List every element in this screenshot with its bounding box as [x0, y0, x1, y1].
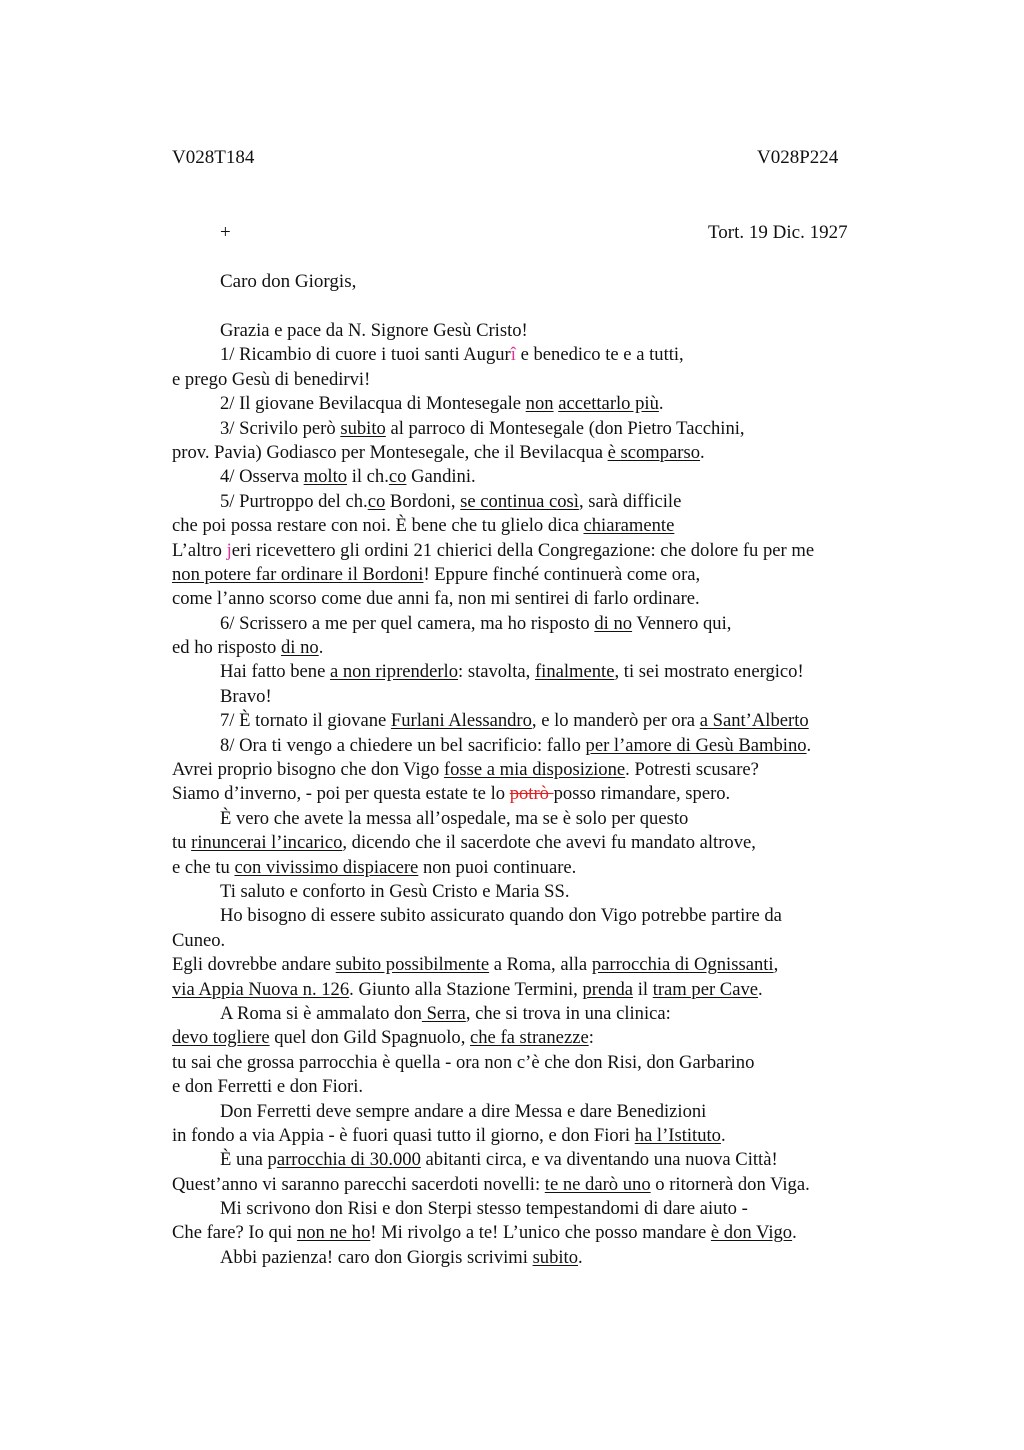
- letter-line: [172, 1124, 932, 1148]
- text-segment: .: [700, 441, 705, 463]
- text-segment: il: [633, 978, 653, 1000]
- letter-line: [172, 953, 932, 977]
- text-segment: , e lo manderò per ora: [531, 710, 700, 732]
- letter-date: Tort. 19 Dic. 1927: [708, 222, 848, 243]
- text-segment: tu: [172, 832, 192, 854]
- text-segment: Vennero qui,: [632, 612, 732, 634]
- letter-line: [172, 807, 932, 831]
- underlined-text: fosse a mia disposizione: [443, 759, 626, 781]
- text-segment: 7/ È tornato il giovane: [220, 710, 391, 732]
- letter-line: [172, 539, 932, 563]
- underlined-text: tram per Cave: [652, 978, 759, 1000]
- letter-line: [172, 465, 932, 489]
- text-segment: Abbi pazienza! caro don Giorgis scrivimi: [220, 1246, 533, 1268]
- text-segment: È vero che avete la messa all’ospedale, ma se è solo per questo: [220, 807, 689, 829]
- letter-line: [172, 1148, 932, 1172]
- underlined-text: ha l’Istituto: [634, 1124, 721, 1146]
- text-segment: 6/ Scrissero a me per quel camera, ma ho risposto: [220, 612, 595, 634]
- letter-line: [172, 929, 932, 953]
- letter-line: [172, 319, 932, 343]
- text-segment: Avrei proprio bisogno che don Vigo: [172, 759, 444, 781]
- underlined-text: finalmente: [534, 661, 615, 683]
- text-segment: Gandini.: [406, 466, 476, 488]
- underlined-text: che fa stranezze: [470, 1027, 589, 1049]
- letter-line: [172, 417, 932, 441]
- letter-line: [172, 1002, 932, 1026]
- text-segment: posso rimandare, spero.: [553, 783, 731, 805]
- letter-line: [172, 1075, 932, 1099]
- text-segment: 1/ Ricambio di cuore i tuoi santi Augur: [220, 344, 511, 366]
- letter-line: [172, 636, 932, 660]
- text-segment: L’altro: [172, 539, 227, 561]
- text-segment: che poi possa restare con noi. È bene che tu glielo dica: [172, 515, 584, 537]
- letter-line: [172, 343, 932, 367]
- underlined-text: a Sant’Alberto: [699, 710, 809, 732]
- letter-line: [172, 563, 932, 587]
- letter-line: [172, 782, 932, 806]
- underlined-text: Furlani Alessandro: [390, 710, 532, 732]
- letter-line: [172, 612, 932, 636]
- underlined-text: via Appia Nuova n. 126: [172, 978, 350, 1000]
- letter-line: [172, 856, 932, 880]
- text-segment: e don Ferretti e don Fiori.: [172, 1076, 364, 1098]
- text-segment: e prego Gesù di benedirvi!: [172, 368, 371, 390]
- letter-line: [172, 1026, 932, 1050]
- text-segment: A Roma si è ammalato don: [220, 1002, 422, 1024]
- underlined-text: se continua così: [460, 490, 579, 512]
- underlined-text: a non riprenderlo: [329, 661, 459, 683]
- text-segment: Quest’anno vi saranno parecchi sacerdoti novelli:: [172, 1173, 545, 1195]
- text-segment: a Roma, alla: [489, 954, 592, 976]
- underlined-text: parrocchia di Ognissanti: [591, 954, 774, 976]
- underlined-text: di no: [594, 612, 633, 634]
- text-segment: , che si trova in una clinica:: [465, 1002, 671, 1024]
- underlined-text: co: [367, 490, 386, 512]
- text-segment: quel don Gild Spagnuolo,: [269, 1027, 470, 1049]
- underlined-text: non potere far ordinare il Bordoni: [172, 563, 424, 585]
- underlined-text: di no: [280, 637, 319, 659]
- letter-line: [172, 758, 932, 782]
- text-segment: .: [758, 978, 763, 1000]
- underlined-text: con vivissimo dispiacere: [234, 856, 419, 878]
- text-segment: ! Mi rivolgo a te! L’unico che posso mandare: [370, 1222, 711, 1244]
- underlined-text: rinuncerai l’incarico: [191, 832, 343, 854]
- text-segment: Cuneo.: [172, 929, 226, 951]
- text-segment: Bravo!: [220, 685, 272, 707]
- text-segment: : stavolta,: [458, 661, 535, 683]
- underlined-text: prenda: [582, 978, 634, 1000]
- text-segment: .: [792, 1222, 797, 1244]
- text-segment: 3/ Scrivilo però: [220, 417, 341, 439]
- letter-line: [172, 441, 932, 465]
- text-segment: È una p: [220, 1149, 277, 1171]
- underlined-text: subito possibilmente: [335, 954, 490, 976]
- text-segment: Egli dovrebbe andare: [172, 954, 336, 976]
- letter-line: [172, 587, 932, 611]
- underlined-text: è don Vigo: [710, 1222, 793, 1244]
- text-segment: Ti saluto e conforto in Gesù Cristo e Maria SS.: [220, 880, 570, 902]
- letter-line: [172, 904, 932, 928]
- text-segment: o ritornerà don Viga.: [650, 1173, 810, 1195]
- letter-line: [172, 685, 932, 709]
- text-segment: prov. Pavia) Godiasco per Montesegale, che il Bevilacqua: [172, 441, 608, 463]
- letter-line: [172, 1100, 932, 1124]
- text-segment: .: [578, 1246, 583, 1268]
- text-segment: :: [588, 1027, 594, 1049]
- letter-line: [172, 1051, 932, 1075]
- letter-line: [172, 1246, 932, 1270]
- highlighted-character: j: [226, 539, 232, 561]
- text-segment: .: [658, 393, 664, 415]
- text-segment: abitanti circa, e va diventando una nuova Città!: [420, 1149, 778, 1171]
- underlined-text: Serra: [421, 1002, 466, 1024]
- text-segment: 5/ Purtroppo del ch.: [220, 490, 368, 512]
- letter-line: [172, 978, 932, 1002]
- text-segment: , ti sei mostrato energico!: [614, 661, 804, 683]
- underlined-text: chiaramente: [583, 515, 675, 537]
- document-code-right: V028P224: [757, 147, 839, 168]
- underlined-text: devo togliere: [172, 1027, 270, 1049]
- letter-line: [172, 368, 932, 392]
- underlined-text: non ne ho: [296, 1222, 371, 1244]
- underlined-text: subito: [532, 1246, 579, 1268]
- text-segment: ! Eppure finché continuerà come ora,: [423, 563, 701, 585]
- letter-line: [172, 392, 932, 416]
- document-code-left: V028T184: [172, 147, 255, 168]
- letter-line: [172, 1173, 932, 1197]
- underlined-text: non: [525, 393, 554, 415]
- letter-line: [172, 831, 932, 855]
- text-segment: , dicendo che il sacerdote che avevi fu mandato altrove,: [342, 832, 756, 854]
- letter-line: [172, 1197, 932, 1221]
- cross-mark: +: [220, 222, 231, 243]
- text-segment: .: [318, 637, 324, 659]
- letter-line: [172, 660, 932, 684]
- text-segment: come l’anno scorso come due anni fa, non mi sentirei di farlo ordinare.: [172, 588, 700, 610]
- underlined-text: co: [388, 466, 407, 488]
- text-segment: ed ho risposto: [172, 637, 281, 659]
- text-segment: al parroco di Montesegale (don Pietro Tacchini,: [385, 417, 745, 439]
- text-segment: Hai fatto bene: [220, 661, 330, 683]
- text-segment: 8/ Ora ti vengo a chiedere un bel sacrificio: fallo: [220, 734, 586, 756]
- text-segment: in fondo a via Appia - è fuori quasi tutto il giorno, e don Fiori: [172, 1124, 635, 1146]
- letter-line: [172, 709, 932, 733]
- letter-line: [172, 880, 932, 904]
- underlined-text: molto: [303, 466, 348, 488]
- deleted-text: potrò: [509, 783, 554, 805]
- text-segment: Ho bisogno di essere subito assicurato quando don Vigo potrebbe partire da: [220, 905, 782, 927]
- text-segment: eri ricevettero gli ordini 21 chierici della Congregazione: che dolore fu per me: [231, 539, 815, 561]
- text-segment: . Giunto alla Stazione Termini,: [349, 978, 583, 1000]
- text-segment: il ch.: [347, 466, 389, 488]
- letter-line: [172, 1221, 932, 1245]
- text-segment: non puoi continuare.: [418, 856, 577, 878]
- text-segment: e che tu: [172, 856, 235, 878]
- salutation: Caro don Giorgis,: [220, 271, 357, 292]
- text-segment: .: [720, 1124, 726, 1146]
- letter-line: [172, 514, 932, 538]
- text-segment: , sarà difficile: [578, 490, 682, 512]
- highlighted-character: î: [510, 344, 516, 366]
- underlined-text: arrocchia di 30.000: [276, 1149, 421, 1171]
- text-segment: Bordoni,: [385, 490, 461, 512]
- text-segment: Che fare? Io qui: [172, 1222, 297, 1244]
- text-segment: .: [806, 734, 812, 756]
- underlined-text: accettarlo più: [558, 393, 659, 415]
- text-segment: Siamo d’inverno, - poi per questa estate te lo: [172, 783, 510, 805]
- text-segment: Mi scrivono don Risi e don Sterpi stesso tempestandomi di dare aiuto -: [220, 1198, 748, 1220]
- text-segment: Don Ferretti deve sempre andare a dire Messa e dare Benedizioni: [220, 1100, 707, 1122]
- text-segment: 2/ Il giovane Bevilacqua di Montesegale: [220, 393, 526, 415]
- letter-line: [172, 734, 932, 758]
- text-segment: Grazia e pace da N. Signore Gesù Cristo!: [220, 320, 528, 341]
- text-segment: ,: [773, 954, 779, 976]
- underlined-text: per l’amore di Gesù Bambino: [585, 734, 807, 756]
- letter-line: [172, 490, 932, 514]
- underlined-text: è scomparso: [607, 441, 701, 463]
- underlined-text: subito: [340, 417, 386, 439]
- text-segment: tu sai che grossa parrocchia è quella - ora non c’è che don Risi, don Garbarino: [172, 1051, 755, 1073]
- underlined-text: te ne darò uno: [544, 1173, 651, 1195]
- text-segment: e benedico te e a tutti,: [515, 344, 684, 366]
- text-segment: . Potresti scusare?: [625, 759, 759, 781]
- text-segment: 4/ Osserva: [220, 466, 304, 488]
- letter-body: [172, 319, 932, 1270]
